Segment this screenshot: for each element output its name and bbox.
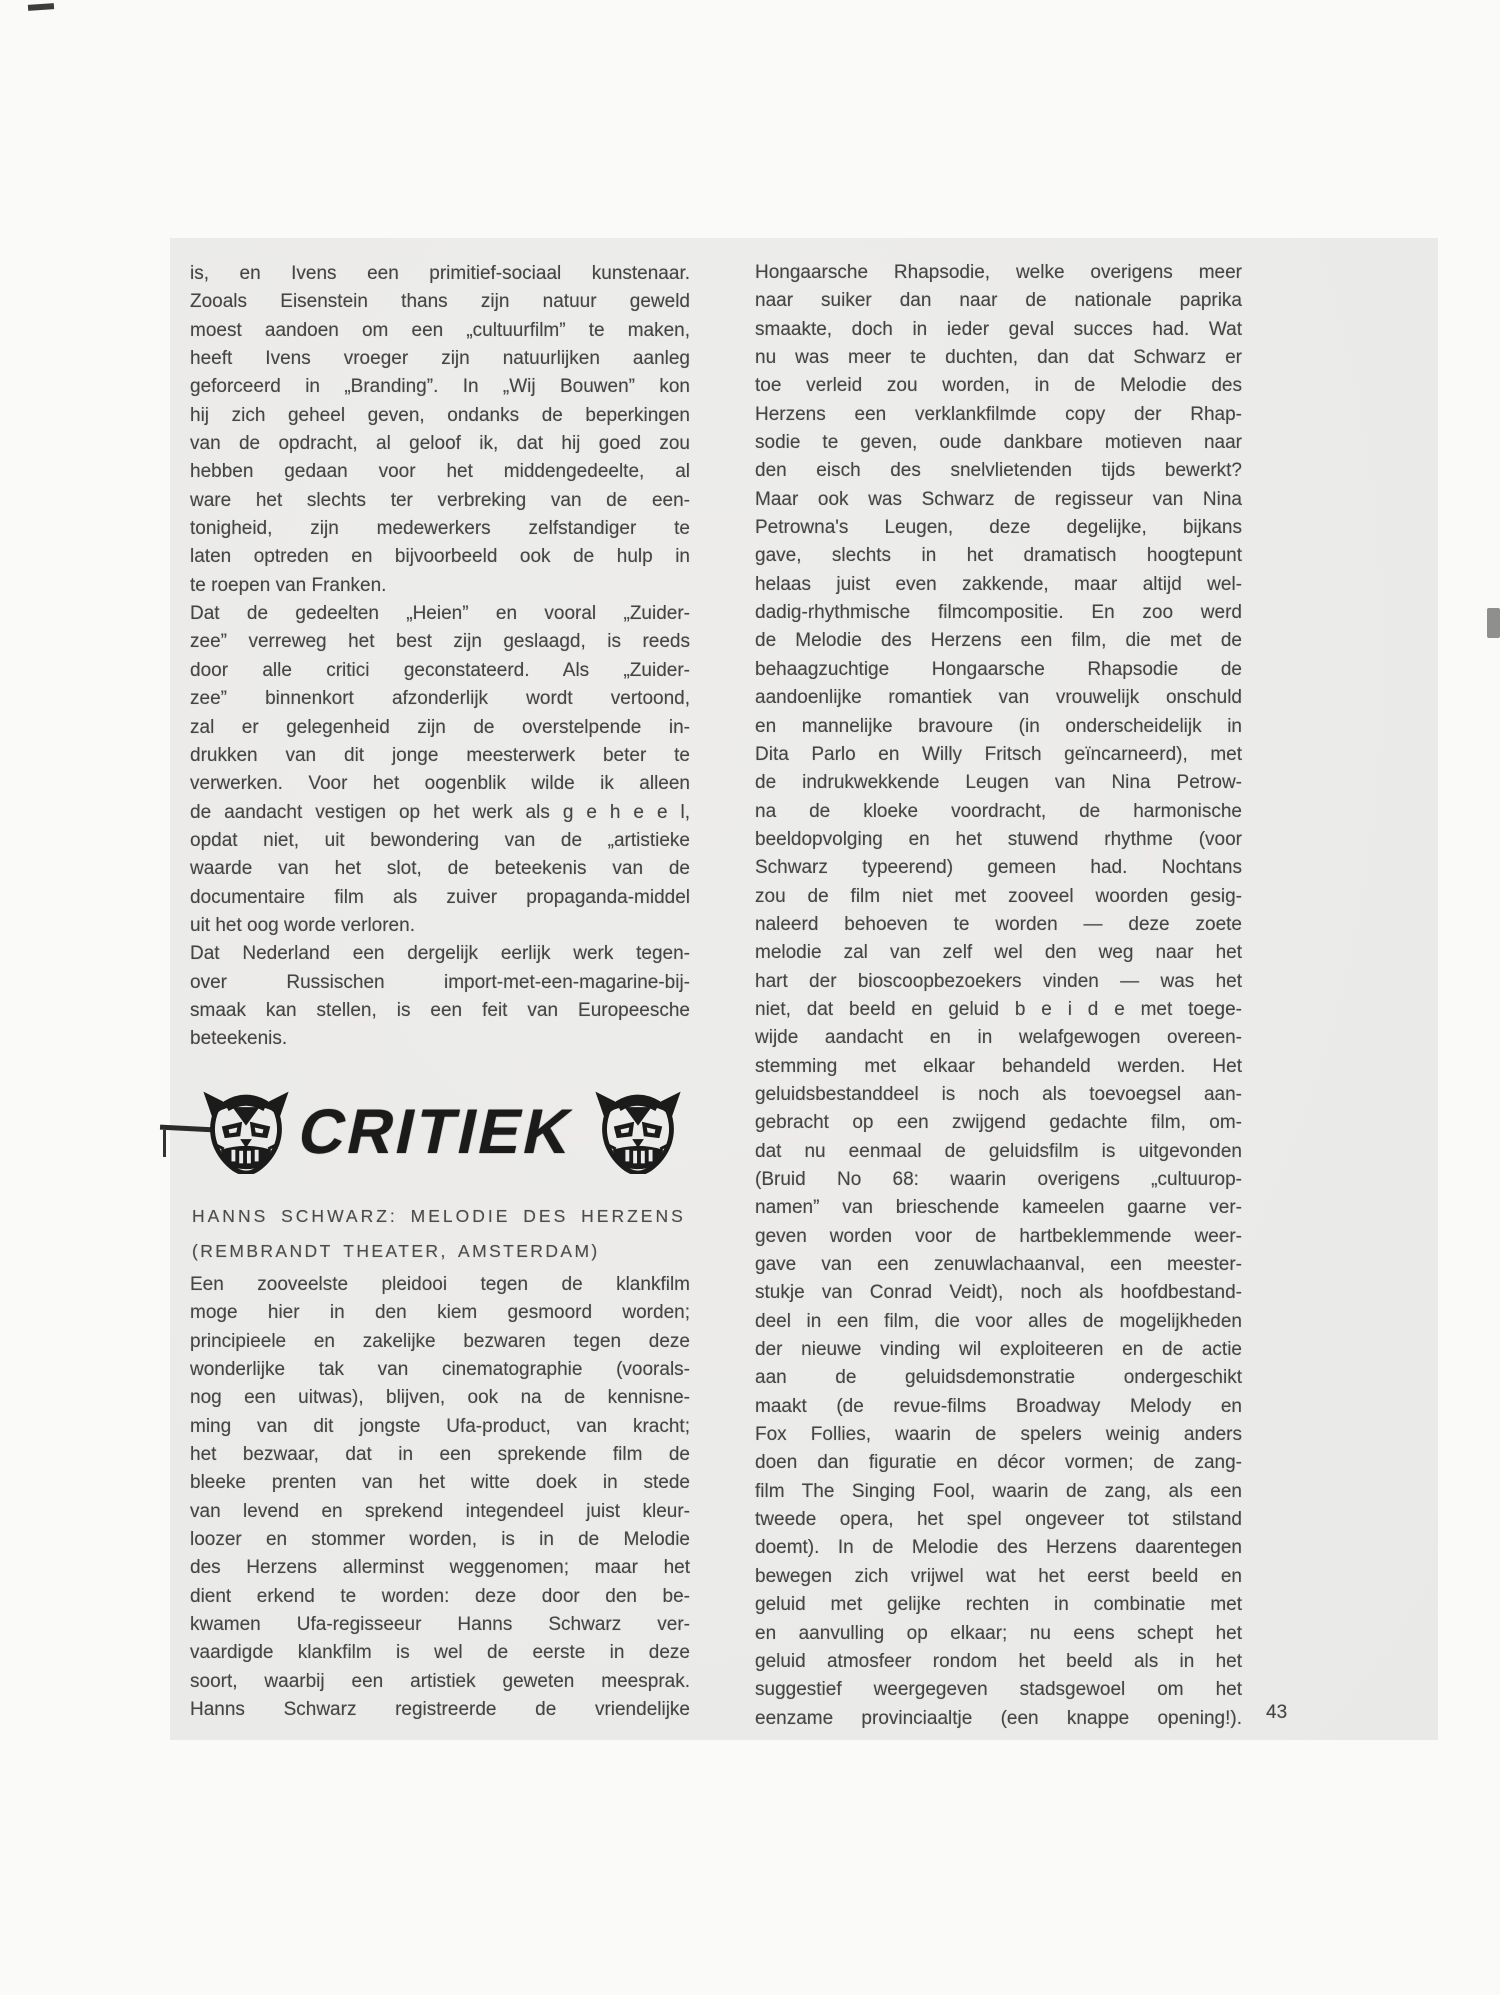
- text-line: sodie te geven, oude dankbare motieven naar: [755, 432, 1242, 454]
- text-line: zee” verreweg het best zijn geslaagd, is reeds: [190, 631, 690, 653]
- text-line: verwerken. Voor het oogenblik wilde ik alleen: [190, 773, 690, 795]
- text-line: Zooals Eisenstein thans zijn natuur geweld: [190, 291, 690, 313]
- text-line: Schwarz typeerend) gemeen had. Nochtans: [755, 857, 1242, 879]
- text-line: dadig-rhythmische filmcompositie. En zoo werd: [755, 602, 1242, 624]
- text-line: beeldopvolging en het stuwend rhythme (voor: [755, 828, 1242, 850]
- text-line: nu was meer te duchten, dan dat Schwarz er: [755, 347, 1242, 369]
- text-line: na de kloeke voordracht, de harmonische: [755, 800, 1242, 822]
- text-line: door alle critici geconstateerd. Als „Zuider-: [190, 659, 690, 681]
- text-line: behaagzuchtige Hongaarsche Rhapsodie de: [755, 658, 1242, 680]
- text-line: kwamen Ufa-regisseeur Hanns Schwarz ver-: [190, 1614, 690, 1636]
- text-line: tonigheid, zijn medewerkers zelfstandiger te: [190, 518, 690, 540]
- demon-mask-icon: [594, 1082, 682, 1174]
- text-line: hij zich geheel geven, ondanks de beperkingen: [190, 404, 690, 426]
- text-line: hart der bioscoopbezoekers vinden — was het: [755, 970, 1242, 992]
- text-line: hebben gedaan voor het middengedeelte, al: [190, 461, 690, 483]
- mask-stick-drip: [163, 1130, 166, 1157]
- page-number: 43: [1266, 1702, 1288, 1723]
- scan-artifact: [1487, 608, 1500, 638]
- text-line: stemming met elkaar behandeld werden. Het: [755, 1055, 1242, 1077]
- text-line: opdat niet, uit bewondering van de „artistieke: [190, 829, 690, 851]
- text-line: te roepen van Franken.: [190, 574, 387, 596]
- text-line: de aandacht vestigen op het werk als g e h e e l,: [190, 801, 690, 823]
- text-line: wonderlijke tak van cinematographie (voorals-: [190, 1359, 690, 1381]
- text-line: Fox Follies, waarin de spelers weinig anders: [755, 1424, 1242, 1446]
- left-column-top: [190, 260, 690, 1054]
- text-line: doen dan figuratie en décor vormen; de zang-: [755, 1452, 1242, 1474]
- text-line: Hanns Schwarz registreerde de vriendelijke: [190, 1699, 690, 1721]
- text-line: heeft Ivens vroeger zijn natuurlijken aanleg: [190, 348, 690, 370]
- text-line: ware het slechts ter verbreking van de een-: [190, 489, 690, 511]
- critiek-logo-text: CRITIEK: [292, 1097, 581, 1167]
- text-line: moest aandoen om een „cultuurfilm” te maken,: [190, 319, 690, 341]
- demon-mask-icon: [202, 1082, 290, 1174]
- text-line: uit het oog worde verloren.: [190, 914, 415, 936]
- text-line: smaak kan stellen, is een feit van Europeesche: [190, 999, 690, 1021]
- text-line: is, en Ivens een primitief-sociaal kunstenaar.: [190, 263, 690, 284]
- text-line: geluidsbestanddeel is noch als toevoegsel aan-: [755, 1083, 1242, 1105]
- text-line: melodie zal van zelf wel den weg naar het: [755, 942, 1242, 964]
- text-line: tweede opera, het spel ongeveer tot stilstand: [755, 1509, 1242, 1531]
- text-line: Herzens een verklankfilmde copy der Rhap-: [755, 403, 1242, 425]
- text-line: Maar ook was Schwarz de regisseur van Nina: [755, 488, 1242, 510]
- text-line: suggestief weergegeven stadsgewoel om het: [755, 1679, 1242, 1701]
- text-line: den eisch des snelvlietenden tijds bewerkt?: [755, 460, 1242, 482]
- text-line: documentaire film als zuiver propaganda-middel: [190, 886, 690, 908]
- text-line: zee” binnenkort afzonderlijk wordt vertoond,: [190, 688, 690, 710]
- text-line: eenzame provinciaaltje (een knappe opening!).: [755, 1707, 1242, 1729]
- text-line: film The Singing Fool, waarin de zang, als een: [755, 1480, 1242, 1502]
- text-line: Een zooveelste pleidooi tegen de klankfilm: [190, 1274, 690, 1295]
- text-line: geven worden voor de hartbeklemmende weer-: [755, 1225, 1242, 1247]
- text-line: geforceerd in „Branding”. In „Wij Bouwen” kon: [190, 376, 690, 398]
- text-line: stukje van Conrad Veidt), noch als hoofdbestand-: [755, 1282, 1242, 1304]
- text-line: laten optreden en bijvoorbeeld ook de hulp in: [190, 546, 690, 568]
- article-venue: (REMBRANDT THEATER, AMSTERDAM): [192, 1241, 600, 1261]
- text-line: loozer en stommer worden, is in de Melodie: [190, 1529, 690, 1551]
- text-line: moge hier in den kiem gesmoord worden;: [190, 1302, 690, 1324]
- text-line: Dita Parlo en Willy Fritsch geïncarneerd), met: [755, 743, 1242, 765]
- text-line: Dat Nederland een dergelijk eerlijk werk tegen-: [190, 943, 690, 965]
- text-line: Hongaarsche Rhapsodie, welke overigens meer: [755, 262, 1242, 283]
- text-line: aan de geluidsdemonstratie ondergeschikt: [755, 1367, 1242, 1389]
- text-line: dat nu eenmaal de geluidsfilm is uitgevonden: [755, 1140, 1242, 1162]
- text-line: waarde van het slot, de beteekenis van de: [190, 858, 690, 880]
- text-line: en mannelijke bravoure (in onderscheidelijk in: [755, 715, 1242, 737]
- scan-artifact: [28, 3, 54, 11]
- text-line: de Melodie des Herzens een film, die met de: [755, 630, 1242, 652]
- text-line: bleeke prenten van het witte doek in stede: [190, 1472, 690, 1494]
- text-line: beteekenis.: [190, 1028, 288, 1050]
- text-line: nog een uitwas), blijven, ook na de kennisne-: [190, 1387, 690, 1409]
- text-line: zal er gelegenheid zijn de overstelpende in-: [190, 716, 690, 738]
- text-line: Petrowna's Leugen, deze degelijke, bijkans: [755, 517, 1242, 539]
- text-line: naar suiker dan naar de nationale paprika: [755, 290, 1242, 312]
- right-column: [755, 259, 1242, 1733]
- text-line: geluid atmosfeer rondom het beeld als in het: [755, 1650, 1242, 1672]
- text-line: en aanvulling op elkaar; nu eens schept het: [755, 1622, 1242, 1644]
- text-line: ming van dit jongste Ufa-product, van kracht;: [190, 1415, 690, 1437]
- text-line: over Russischen import-met-een-magarine-bij-: [190, 971, 690, 993]
- text-line: aandoenlijke romantiek van vrouwelijk onschuld: [755, 687, 1242, 709]
- text-line: toe verleid zou worden, in de Melodie des: [755, 375, 1242, 397]
- text-line: principieele en zakelijke bezwaren tegen deze: [190, 1330, 690, 1352]
- text-line: des Herzens allerminst weggenomen; maar het: [190, 1557, 690, 1579]
- text-line: vaardigde klankfilm is wel de eerste in deze: [190, 1642, 690, 1664]
- text-line: de indrukwekkende Leugen van Nina Petrow-: [755, 772, 1242, 794]
- text-line: doemt). In de Melodie des Herzens daarentegen: [755, 1537, 1242, 1559]
- text-line: naleerd behoeven te worden — deze zoete: [755, 913, 1242, 935]
- text-line: drukken van dit jonge meesterwerk beter te: [190, 744, 690, 766]
- text-line: soort, waarbij een artistiek geweten meesprak.: [190, 1670, 690, 1692]
- text-line: wijde aandacht en in welafgewogen overeen-: [755, 1027, 1242, 1049]
- text-line: het bezwaar, dat in een sprekende film de: [190, 1444, 690, 1466]
- text-line: Dat de gedeelten „Heien” en vooral „Zuider-: [190, 603, 690, 625]
- text-line: van de opdracht, al geloof ik, dat hij goed zou: [190, 433, 690, 455]
- text-line: gave, slechts in het dramatisch hoogtepunt: [755, 545, 1242, 567]
- text-line: smaakte, doch in ieder geval succes had. Wat: [755, 318, 1242, 340]
- text-line: helaas juist even zakkende, maar altijd wel-: [755, 573, 1242, 595]
- text-line: niet, dat beeld en geluid b e i d e met toege-: [755, 998, 1242, 1020]
- text-line: der nieuwe vinding wil exploiteeren en de actie: [755, 1339, 1242, 1361]
- text-line: bewegen zich vrijwel wat het eerst beeld en: [755, 1565, 1242, 1587]
- text-line: deel in een film, die voor alles de mogelijkheden: [755, 1310, 1242, 1332]
- text-line: geluid met gelijke rechten in combinatie met: [755, 1594, 1242, 1616]
- text-line: (Bruid No 68: waarin overigens „cultuurop-: [755, 1169, 1242, 1190]
- text-line: zou de film niet met zooveel woorden gesig-: [755, 885, 1242, 907]
- text-line: namen” van brieschende kameelen gaarne ver-: [755, 1197, 1242, 1219]
- text-line: dient erkend te worden: deze door den be-: [190, 1585, 690, 1607]
- text-line: maakt (de revue-films Broadway Melody en: [755, 1395, 1242, 1417]
- left-column-bottom: [190, 1271, 690, 1725]
- text-line: van levend en sprekend integendeel juist kleur-: [190, 1500, 690, 1522]
- text-line: gebracht op een zwijgend gedachte film, om-: [755, 1112, 1242, 1134]
- article-title: HANNS SCHWARZ: MELODIE DES HERZENS: [192, 1206, 686, 1226]
- text-line: gave van een zenuwlachaanval, een meester-: [755, 1254, 1242, 1276]
